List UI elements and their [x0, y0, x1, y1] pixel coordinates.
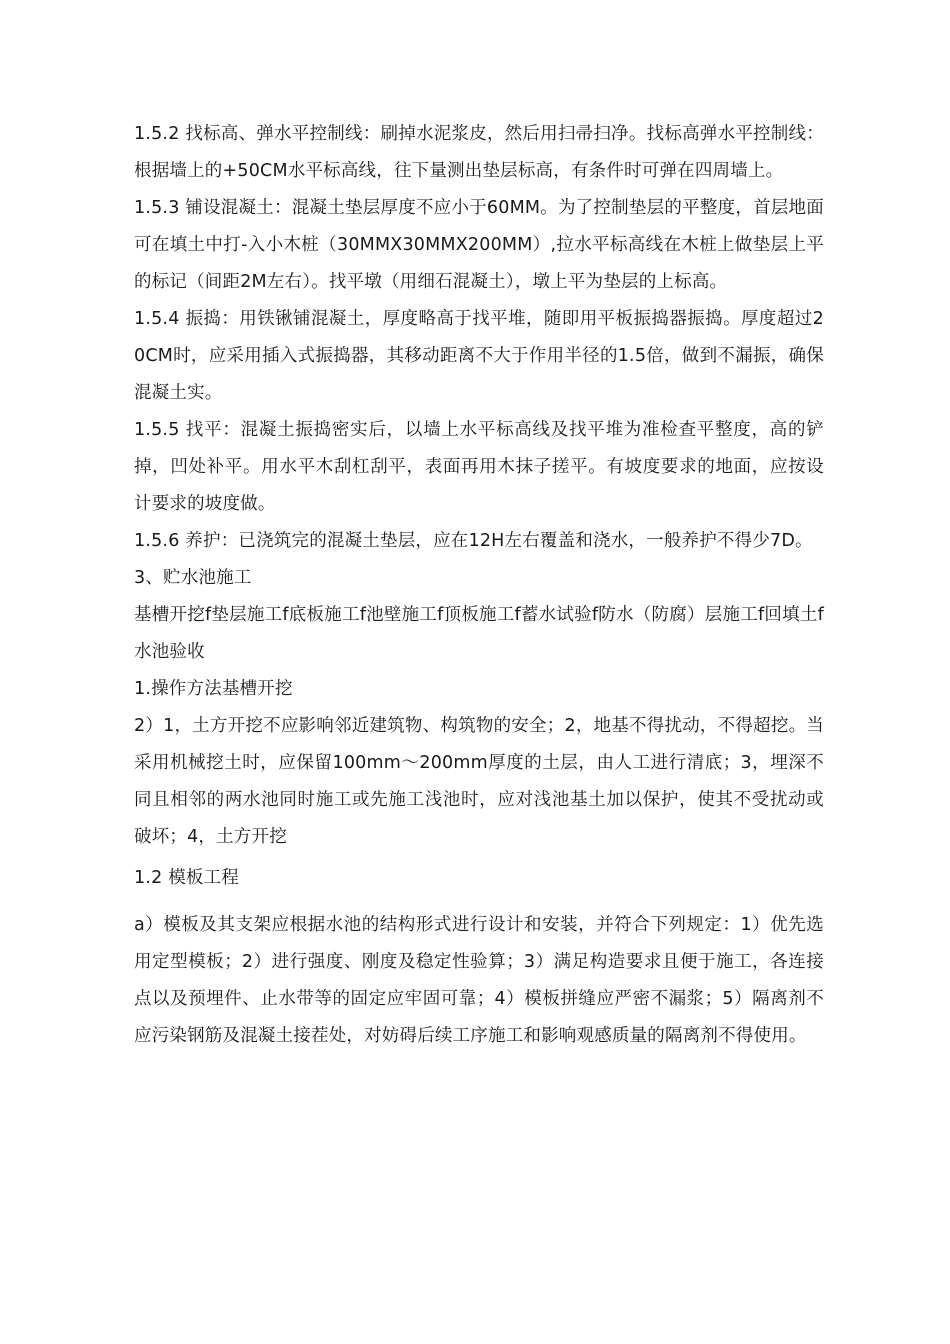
paragraph-1-5-2: 1.5.2 找标高、弹水平控制线：刷掉水泥浆皮，然后用扫帚扫净。找标高弹水平控制线：根据墙上的+50CM水平标高线，往下量测出垫层标高，有条件时可弹在四周墙上。 — [134, 124, 824, 181]
paragraph-1-5-5: 1.5.5 找平：混凝土振捣密实后，以墙上水平标高线及找平堆为准检查平整度，高的铲掉，凹处补平。用水平木刮杠刮平，表面再用木抹子搓平。有坡度要求的地面，应按设计要求的坡度做。 — [134, 420, 824, 514]
paragraph-1-5-3: 1.5.3 铺设混凝土：混凝土垫层厚度不应小于60MM。为了控制垫层的平整度，首层地面可在填土中打-入小木桩（30MMX30MMX200MM）,拉水平标高线在木桩上做垫层上平的标记（间距2M左右）。找平墩（用细石混凝土），墩上平为垫层的上标高。 — [134, 198, 824, 292]
section-heading-storage-tank: 3、贮水池施工 — [134, 568, 252, 588]
paragraph-1-5-4: 1.5.4 振捣：用铁锹铺混凝土，厚度略高于找平堆，随即用平板振捣器振捣。厚度超过20CM时，应采用插入式振捣器，其移动距离不大于作用半径的1.5倍，做到不漏振，确保混凝土实。 — [134, 309, 824, 403]
document-body — [134, 116, 824, 1055]
paragraph-1-5-6: 1.5.6 养护：已浇筑完的混凝土垫层，应在12H左右覆盖和浇水，一般养护不得少7D。 — [134, 531, 813, 551]
paragraph-excavation: 2）1，土方开挖不应影响邻近建筑物、构筑物的安全；2，地基不得扰动，不得超挖。当采用机械挖土时，应保留100mm〜200mm厚度的土层，由人工进行清底；3，埋深不同且相邻的两水池同时施工或先施工浅池时，应对浅池基土加以保护，使其不受扰动或破坏；4，土方开挖 — [134, 716, 824, 847]
paragraph-formwork: a）模板及其支架应根据水池的结构形式进行设计和安装，并符合下列规定：1）优先选用定型模板；2）进行强度、刚度及稳定性验算；3）满足构造要求且便于施工，各连接点以及预埋件、止水带等的固定应牢固可靠；4）模板拼缝应严密不漏浆；5）隔离剂不应污染钢筋及混凝土接茬处，对妨碍后续工序施工和影响观感质量的隔离剂不得使用。 — [134, 915, 824, 1046]
subheading-operation-method: 1.操作方法基槽开挖 — [134, 679, 293, 699]
subheading-formwork: 1.2 模板工程 — [134, 868, 239, 888]
spacer — [134, 897, 824, 907]
process-flow: 基槽开挖f垫层施工f底板施工f池壁施工f顶板施工f蓄水试验f防水（防腐）层施工f回填土f水池验收 — [134, 605, 824, 662]
